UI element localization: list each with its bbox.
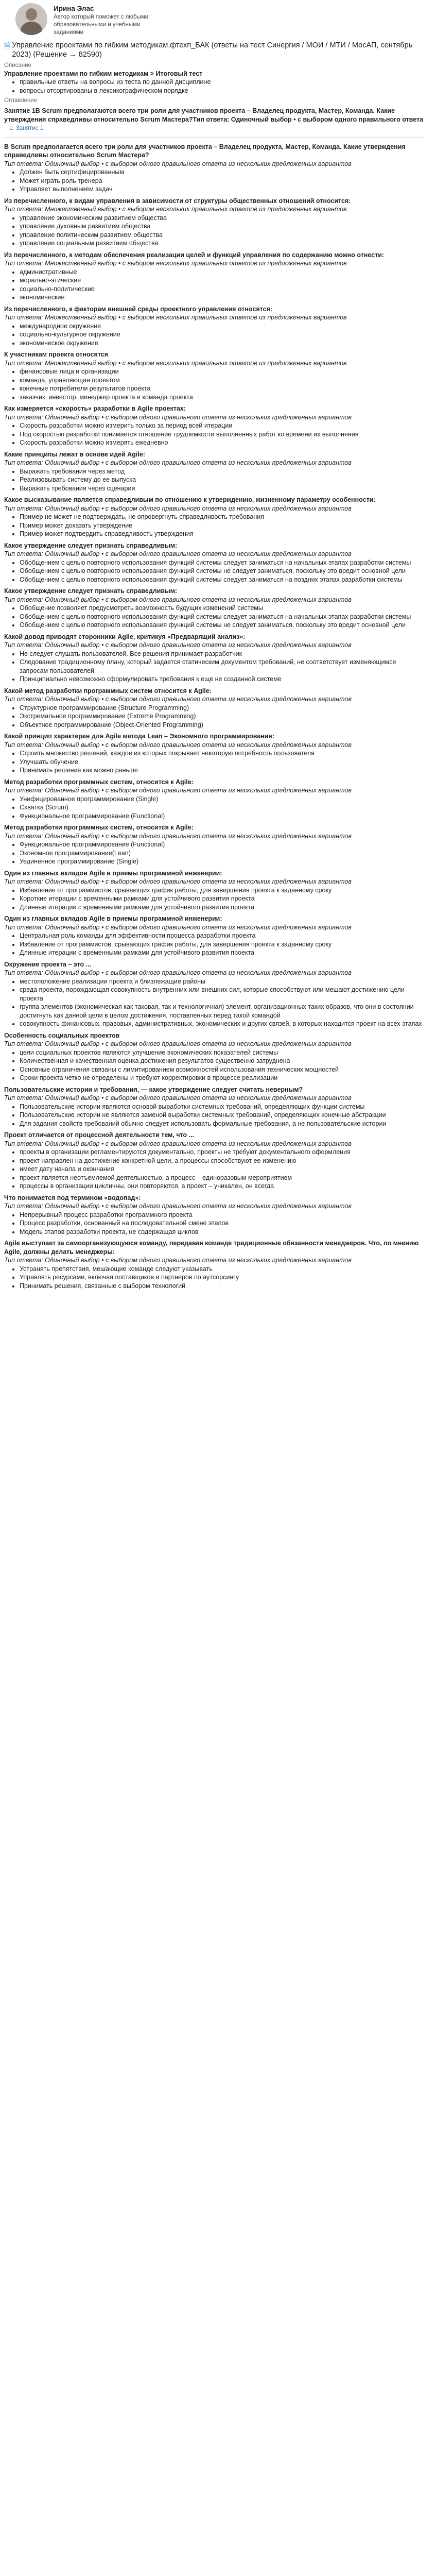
answer-option: • Схватка (Scrum) (20, 803, 424, 812)
question-block (4, 633, 424, 684)
answer-options (4, 421, 424, 447)
answer-option: • Может играть роль тренера (20, 177, 424, 185)
answer-options (4, 513, 424, 538)
toc-box (9, 125, 424, 132)
question-text: Agile выступает за самоорганизующуюся команду, передавая команде традиционные обязанности менеджеров. Что, по мнению Agile, должны делать менеджеры: (4, 1240, 419, 1256)
question-block (4, 778, 424, 821)
question-text: Какое высказывание является справедливым по отношению к утверждению, жизненному параметру особенности: (4, 496, 376, 504)
answer-option: • Структурное программирование (Structure Programming) (20, 704, 424, 713)
question-text: Из перечисленного, к методам обеспечения реализации целей и функций управления по содержанию можно отнести: (4, 251, 385, 259)
answer-option: • Пример может доказать утверждение (20, 521, 424, 530)
answer-type: Тип ответа: Одиночный выбор • с выбором одного правильного ответа из нескольких предложенных вариантов (4, 969, 352, 977)
answer-option: • международное окружение (20, 322, 424, 331)
question-block (4, 450, 424, 493)
answer-type: Тип ответа: Одиночный выбор • с выбором одного правильного ответа из нескольких предложенных вариантов (4, 596, 352, 603)
answer-option: • группа элементов (экономическая как таковая, так и технологичная) элемент, организационных таких образов, что они в состоянии достигнуть как данной цели в целом достижения, поставленных перед такой командой (20, 1003, 424, 1020)
answer-type: Тип ответа: Одиночный выбор • с выбором одного правильного ответа из нескольких предложенных вариантов (4, 1040, 352, 1048)
toc-intro: Занятие 1В Scrum предполагаются всего три роли для участников проекта – Владелец продукта, Мастер, Команда. Какие утверждения справедливы относительно Scrum Мастера?Тип ответа: Одиночный выбор • с выбором одного правильного ответа (4, 107, 424, 123)
answer-type: Тип ответа: Одиночный выбор • с выбором одного правильного ответа из нескольких предложенных вариантов (4, 878, 352, 886)
answer-option: • Количественная и качественная оценка достижения результатов существенно затруднена (20, 1057, 424, 1065)
answer-type: Тип ответа: Множественный выбор • с выбором нескольких правильных ответов из предложенных вариантов (4, 314, 347, 321)
answer-option: • Реализовывать систему до ее выпуска (20, 476, 424, 484)
title-row (4, 41, 424, 59)
answer-option: • Экстремальное программирование (Extreme Programming) (20, 712, 424, 721)
answer-option: • Обобщением с целью повторного использования функций системы следует заниматься на поздних этапах разработки системы (20, 575, 424, 584)
question-block (4, 732, 424, 775)
answer-option: • Управляет выполнением задач (20, 185, 424, 194)
answer-type: Тип ответа: Одиночный выбор • с выбором одного правильного ответа из нескольких предложенных вариантов (4, 1202, 352, 1210)
question-block (4, 251, 424, 302)
answer-option: • Обобщением с целью повторного использования функций системы не следует заниматься, поскольку это вредит основной цели (20, 621, 424, 630)
answer-type: Тип ответа: Одиночный выбор • с выбором одного правильного ответа из нескольких предложенных вариантов (4, 459, 352, 467)
answer-option: • Пример не может не подтверждать, не опровергнуть справедливость требования (20, 513, 424, 521)
answer-option: • проекты в организации регламентируются документально, проекты не требуют документального оформления (20, 1148, 424, 1157)
answer-option: • Функциональное программирование (Functional) (20, 812, 424, 821)
answer-options (4, 558, 424, 584)
answer-option: • Длинные итерации с временными рамками для устойчивого развития проекта (20, 948, 424, 957)
answer-option: • Пользовательские истории не являются заменой выработки системных требований, определяющих конечные абстракции (20, 1111, 424, 1120)
answer-option: • Обобщением с целью повторного использования функций системы следует заниматься на начальных этапах разработки системы (20, 613, 424, 621)
answer-option: • Принципиально невозможно сформулировать требования к еще не созданной системе (20, 675, 424, 684)
answer-option: • Обобщением с целью повторного использования функций системы следует заниматься на начальных этапах разработки системы (20, 558, 424, 567)
answer-option: • Выражать требования через сценарии (20, 484, 424, 493)
question-text: К участникам проекта относятся (4, 351, 108, 359)
answer-option: • конечные потребители результатов проекта (20, 384, 424, 393)
answer-option: • Функциональное программирование (Functional) (20, 840, 424, 849)
answer-options (4, 168, 424, 194)
description-item: • правильные ответы на вопросы из теста по данной дисциплине (20, 78, 424, 87)
answer-options (4, 749, 424, 775)
answer-type: Тип ответа: Одиночный выбор • с выбором одного правильного ответа из нескольких предложенных вариантов (4, 1140, 352, 1147)
question-text: Какой принцип характерен для Agile метода Lean – Экономного программирования: (4, 733, 274, 740)
question-text: Один из главных вкладов Agile в приемы программной инженерии: (4, 915, 222, 923)
answer-option: • морально-этические (20, 276, 424, 285)
answer-type: Тип ответа: Множественный выбор • с выбором нескольких правильных ответов из предложенных вариантов (4, 260, 347, 267)
answer-option: • Пользовательские истории являются основой выработки системных требований, определяющих функции системы (20, 1103, 424, 1111)
question-text: Как измеряется «скорость» разработки в Agile проектах: (4, 405, 186, 413)
answer-option: • цели социальных проектов являются улучшение экономических показателей системы (20, 1048, 424, 1057)
question-block (4, 143, 424, 194)
answer-options (4, 650, 424, 684)
answer-option: • Непрерывный процесс разработки программного проекта (20, 1211, 424, 1219)
answer-option: • Основные ограничения связаны с лимитированием возможностей использования технических мощностей (20, 1065, 424, 1074)
answer-type: Тип ответа: Одиночный выбор • с выбором одного правильного ответа из нескольких предложенных вариантов (4, 787, 352, 794)
answer-option: • Должен быть сертифицированным (20, 168, 424, 177)
answer-options (4, 795, 424, 821)
question-text: Особенность социальных проектов (4, 1031, 120, 1039)
answer-type: Тип ответа: Одиночный выбор • с выбором одного правильного ответа из нескольких предложенных вариантов (4, 696, 352, 703)
answer-option: • Скорость разработки можно измерить только за период всей итерации (20, 421, 424, 430)
author-card (4, 0, 424, 37)
question-block (4, 1131, 424, 1191)
document-icon: 🗎 (4, 41, 10, 50)
author-info (54, 3, 151, 37)
answer-option: • имеет дату начала и окончания (20, 1165, 424, 1174)
answer-type: Тип ответа: Одиночный выбор • с выбором одного правильного ответа из нескольких предложенных вариантов (4, 1094, 352, 1102)
answer-option: • Под скоростью разработки понимается отношение трудоемкости выполненных работ ко времени их выполнения (20, 430, 424, 439)
question-text: Что понимается под термином «водопад»: (4, 1194, 141, 1201)
answer-type: Тип ответа: Одиночный выбор • с выбором одного правильного ответа из нескольких предложенных вариантов (4, 160, 352, 167)
description-list (4, 78, 424, 95)
question-text: Какое утверждение следует признать справедливым: (4, 587, 178, 595)
answer-option: • Избавление от программистов, срывающих график работы, для завершения проекта к заданному сроку (20, 940, 424, 949)
page (0, 0, 428, 1303)
answer-option: • Длинные итерации с временными рамками для устойчивого развития проекта (20, 903, 424, 912)
question-block (4, 1031, 424, 1082)
answer-option: • Улучшать обучение (20, 758, 424, 767)
answer-options (4, 214, 424, 248)
answer-options (4, 467, 424, 493)
answer-option: • экономические (20, 293, 424, 302)
answer-option: • заказчик, инвестор, менеджер проекта и команда проекта (20, 393, 424, 402)
question-text: Из перечисленного, к факторам внешней среды проектного управления относятся: (4, 305, 272, 313)
question-block (4, 823, 424, 866)
answer-options (4, 977, 424, 1028)
answer-option: • Скорость разработки можно измерять ежедневно (20, 438, 424, 447)
answer-option: • Процесс разработки, основанный на последовательной смене этапов (20, 1219, 424, 1228)
answer-option: • административные (20, 268, 424, 277)
answer-type: Тип ответа: Множественный выбор • с выбором нескольких правильных ответов из предложенных вариантов (4, 359, 347, 367)
question-text: Один из главных вкладов Agile в приемы программной инженерии: (4, 869, 222, 877)
answer-option: • Устранять препятствия, мешающие команде следуют указывать (20, 1265, 424, 1274)
author-bio: Автор который поможет с любыми образовательными и учебными заданиями (54, 13, 149, 36)
answer-option: • Обобщением с целью повторного использования функций системы не следует заниматься, поскольку это вредит основной цели (20, 567, 424, 575)
description-item: • вопросы отсортированы в лексикографическом порядке (20, 87, 424, 95)
answer-option: • Обобщение позволяет предусмотреть возможность будущих изменений системы (20, 604, 424, 613)
answer-option: • Центральная роль команды для эффективности процесса разработки проекта (20, 931, 424, 940)
question-block (4, 350, 424, 401)
answer-option: • Модель этапов разработки проекта, не содержащая циклов (20, 1228, 424, 1236)
question-text: Какой довод приводят сторонники Agile, критикуя «Предварящий анализ»: (4, 633, 246, 640)
question-text: Какой метод разработки программных систем относится к Agile: (4, 687, 212, 694)
question-block (4, 687, 424, 730)
answer-options (4, 886, 424, 912)
question-block (4, 404, 424, 447)
answer-option: • Принимать решения, связанные с выбором технологий (20, 1282, 424, 1291)
answer-options (4, 604, 424, 630)
question-text: Какие принципы лежат в основе идей Agile: (4, 450, 145, 458)
answer-option: • управление экономическим развитием общества (20, 214, 424, 223)
answer-options (4, 1103, 424, 1128)
answer-type: Тип ответа: Одиночный выбор • с выбором одного правильного ответа из нескольких предложенных вариантов (4, 1257, 352, 1264)
answer-option: • управление духовным развитием общества (20, 222, 424, 231)
question-text: Окружение проекта – это ... (4, 960, 92, 968)
answer-options (4, 1148, 424, 1191)
answer-options (4, 704, 424, 730)
answer-options (4, 931, 424, 957)
question-block (4, 1086, 424, 1128)
question-text: Метод разработки программных систем, относится к Agile: (4, 824, 194, 832)
question-text: Проект отличается от процессной деятельности тем, что ... (4, 1131, 195, 1139)
answer-option: • финансовые лица и организации (20, 367, 424, 376)
question-text: Какое утверждение следует признать справедливым: (4, 541, 178, 549)
question-block (4, 960, 424, 1028)
answer-options (4, 268, 424, 302)
question-text: В Scrum предполагается всего три роли для участников проекта – Владелец продукта, Мастер, Команда. Какие утверждения справедливы относительно Scrum Мастера? (4, 143, 406, 159)
answer-type: Тип ответа: Одиночный выбор • с выбором одного правильного ответа из нескольких предложенных вариантов (4, 832, 352, 840)
answer-option: • социально-политические (20, 285, 424, 294)
answer-option: • Унифицированное программирование (Single) (20, 795, 424, 804)
question-block (4, 305, 424, 348)
answer-type: Тип ответа: Множественный выбор • с выбором нескольких правильных ответов из предложенных вариантов (4, 206, 347, 213)
answer-option: • совокупность финансовых, правовых, административных, экономических и других связей, в которых находится проект на всех этапах (20, 1020, 424, 1028)
answer-option: • социально-культурное окружение (20, 330, 424, 339)
answer-type: Тип ответа: Одиночный выбор • с выбором одного правильного ответа из нескольких предложенных вариантов (4, 923, 352, 931)
answer-options (4, 840, 424, 866)
answer-option: • проект является неотъемлемой деятельностью, а процесс – единоразовым мероприятием (20, 1174, 424, 1182)
question-block (4, 914, 424, 957)
question-list (4, 143, 424, 1291)
answer-option: • Не следует слушать пользователей. Все решения принимает разработчик (20, 650, 424, 658)
description-label: Описание (4, 62, 31, 69)
question-block (4, 197, 424, 248)
answer-option: • Сроки проекта четко не определены и требуют корректировки в процессе реализации (20, 1074, 424, 1082)
question-text: Пользовательские истории и требования, — какое утверждение следует считать неверным? (4, 1086, 303, 1093)
answer-option: • Принимать решение как можно раньше (20, 766, 424, 775)
question-block (4, 1194, 424, 1236)
answer-option: • Следование традиционному плану, который задается статическим документом требований, не соответствует изменяющимся запросам пользователей (20, 658, 424, 675)
answer-option: • Экономное программирование(Lean) (20, 849, 424, 858)
question-block (4, 496, 424, 538)
toc-entry[interactable]: 1. Занятие 1 (9, 125, 44, 132)
answer-option: • экономическое окружение (20, 339, 424, 348)
answer-options (4, 367, 424, 401)
answer-option: • Объектное программирование (Object-Oriented Programming) (20, 721, 424, 730)
question-block (4, 541, 424, 584)
answer-option: • Строить множество решений, каждое из которых покрывает некоторую потребность пользователя (20, 749, 424, 758)
answer-options (4, 1211, 424, 1236)
answer-option: • Пример может подтвердить справедливость утверждения (20, 530, 424, 538)
answer-type: Тип ответа: Одиночный выбор • с выбором одного правильного ответа из нескольких предложенных вариантов (4, 741, 352, 749)
toc-label: Оглавление (4, 97, 38, 104)
answer-options (4, 322, 424, 348)
answer-options (4, 1048, 424, 1082)
answer-option: • управление социальным развитием общества (20, 239, 424, 248)
answer-options (4, 1265, 424, 1291)
question-block (4, 587, 424, 630)
answer-option: • Для задания свойств требований обычно следует использовать формальные требования, а не пользовательские истории (20, 1120, 424, 1128)
page-title: Управление проектами по гибким методикам.фтехп_БАК (ответы на тест Синергия / МОИ / МТИ / МосАП, сентябрь 2023) (Решение → 82590) (12, 41, 413, 59)
avatar[interactable] (15, 3, 47, 35)
question-text: Метод разработки программных систем, относится к Agile: (4, 778, 194, 786)
answer-option: • процессы в организации цикличны, они повторяются, а проект – уникален, он всегда (20, 1182, 424, 1191)
answer-option: • команда, управляющая проектом (20, 376, 424, 385)
answer-type: Тип ответа: Одиночный выбор • с выбором одного правильного ответа из нескольких предложенных вариантов (4, 641, 352, 649)
answer-option: • местоположение реализации проекта и близлежащие районы (20, 977, 424, 986)
answer-type: Тип ответа: Одиночный выбор • с выбором одного правильного ответа из нескольких предложенных вариантов (4, 504, 352, 512)
question-text: Из перечисленного, к видам управления в зависимости от структуры общественных отношений относится: (4, 197, 351, 205)
answer-option: • управление политическим развитием общества (20, 231, 424, 240)
question-block (4, 869, 424, 912)
question-block (4, 1239, 424, 1290)
answer-option: • Избавление от программистов, срывающих график работы, для завершения проекта к заданному сроку (20, 886, 424, 895)
answer-option: • Короткие итерации с временными рамками для устойчивого развития проекта (20, 894, 424, 903)
answer-option: • Управлять ресурсами, включая поставщиков и партнеров по аутсорсингу (20, 1273, 424, 1282)
answer-option: • Уединенное программирование (Single) (20, 857, 424, 866)
answer-type: Тип ответа: Одиночный выбор • с выбором одного правильного ответа из нескольких предложенных вариантов (4, 413, 352, 421)
answer-option: • Выражать требования через метод (20, 467, 424, 476)
answer-type: Тип ответа: Одиночный выбор • с выбором одного правильного ответа из нескольких предложенных вариантов (4, 550, 352, 558)
author-name[interactable]: Ирина Элас (54, 5, 94, 12)
answer-option: • среда проекта, порождающая совокупность внутренних или внешних сил, которые способствуют или мешают достижению цели проекта (20, 986, 424, 1003)
description-title: Управление проектами по гибким методикам > Итоговый тест (4, 70, 203, 77)
divider (4, 137, 424, 138)
answer-option: • проект направлен на достижение конкретной цели, а процессы способствуют ее изменению (20, 1157, 424, 1165)
